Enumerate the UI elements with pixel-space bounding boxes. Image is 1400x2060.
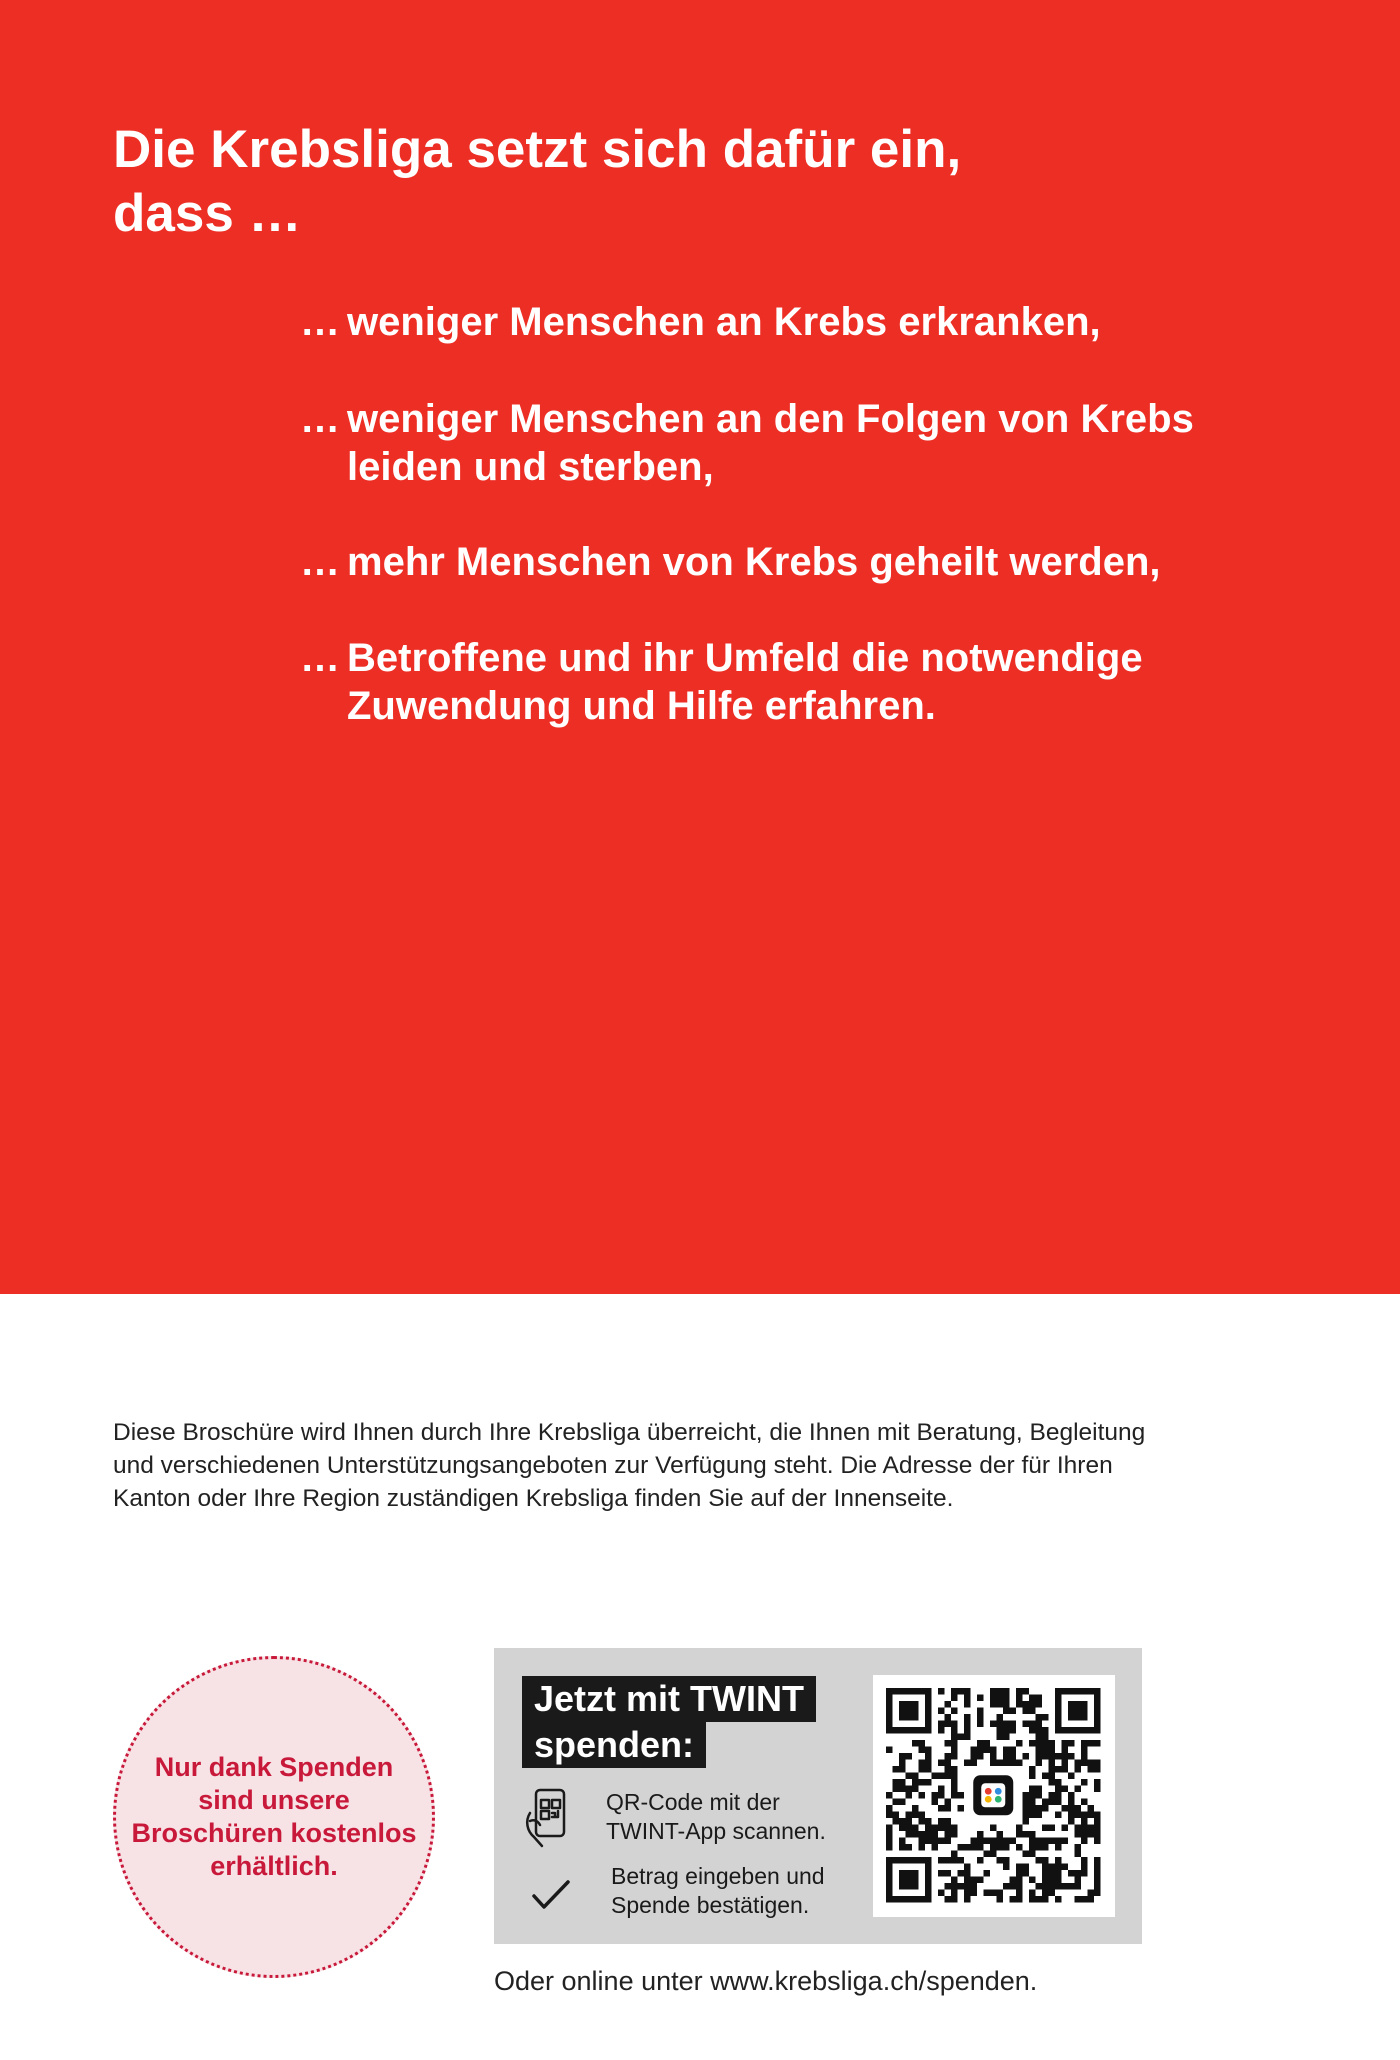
qr-code-icon xyxy=(873,1675,1115,1917)
twint-step-confirm: Betrag eingeben und Spende bestätigen. xyxy=(611,1863,825,1918)
goal-text: weniger Menschen an den Folgen von Krebs leiden und sterben, xyxy=(347,397,1194,489)
goal-text: mehr Menschen von Krebs geheilt werden, xyxy=(347,540,1161,584)
goal-item xyxy=(300,634,1180,730)
ellipsis: … xyxy=(300,636,340,680)
goal-item xyxy=(300,298,1300,346)
donation-badge-text: Nur dank Spenden sind unsere Broschüren kostenlos erhältlich. xyxy=(131,1752,417,1881)
phone-qr-icon xyxy=(524,1787,576,1854)
twint-heading xyxy=(522,1676,816,1768)
intro-paragraph: Diese Broschüre wird Ihnen durch Ihre Krebsliga überreicht, die Ihnen mit Beratung, Begleitung und verschiedenen Unterstützungsangeboten zur Verfügung steht. Die Adresse der für Ihren Kanton oder Ihre Region zuständigen Krebsliga finden Sie auf der Innenseite. xyxy=(113,1419,1146,1512)
headline-line-2: dass … xyxy=(113,184,302,243)
twint-heading-line-1: Jetzt mit TWINT xyxy=(522,1676,816,1722)
online-donation-text: Oder online unter www.krebsliga.ch/spenden. xyxy=(494,1966,1038,1996)
headline xyxy=(113,118,961,246)
ellipsis: … xyxy=(300,397,340,441)
goal-item xyxy=(300,395,1240,491)
twint-step-scan: QR-Code mit der TWINT-App scannen. xyxy=(606,1789,826,1844)
checkmark-icon xyxy=(530,1878,572,1917)
ellipsis: … xyxy=(300,300,340,344)
ellipsis: … xyxy=(300,540,340,584)
headline-line-1: Die Krebsliga setzt sich dafür ein, xyxy=(113,120,962,179)
twint-heading-line-2: spenden: xyxy=(522,1722,706,1768)
twint-donation-box xyxy=(494,1648,1142,1944)
goal-text: weniger Menschen an Krebs erkranken, xyxy=(347,300,1101,344)
donation-badge xyxy=(113,1656,435,1978)
goal-item xyxy=(300,538,1300,586)
goal-text: Betroffene und ihr Umfeld die notwendige Zuwendung und Hilfe erfahren. xyxy=(347,636,1143,728)
